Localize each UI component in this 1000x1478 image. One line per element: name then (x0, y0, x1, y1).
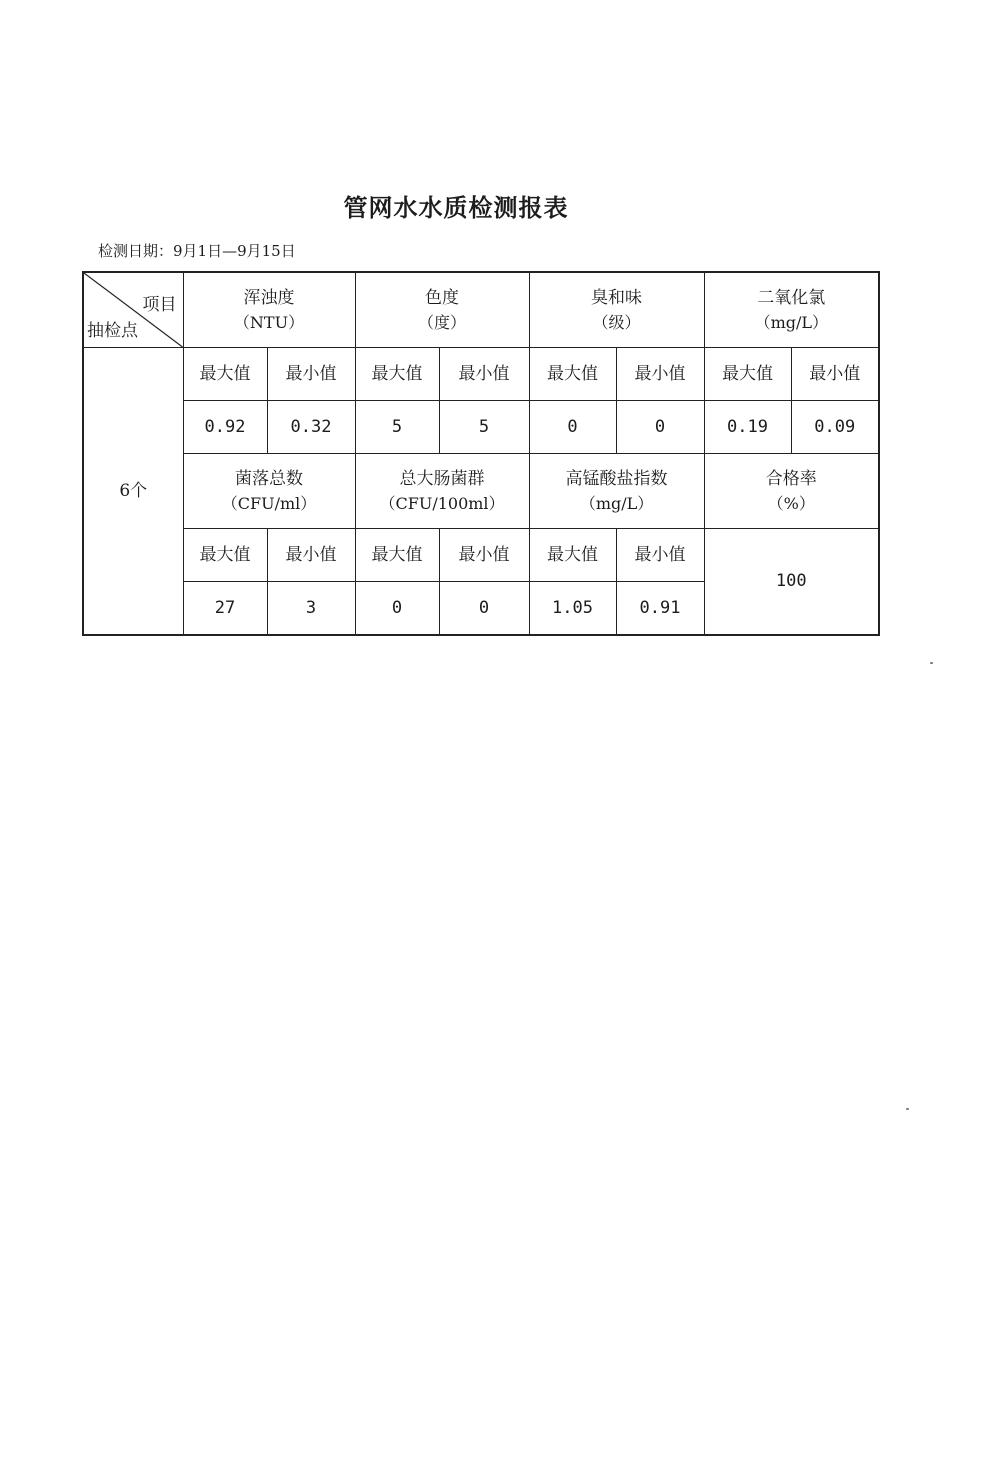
table-row (83, 272, 879, 348)
param-name: 浑浊度 (243, 288, 295, 309)
report-title: 管网水水质检测报表 (343, 193, 569, 222)
param-unit: （CFU/100ml） (379, 493, 505, 513)
param-unit: （级） (592, 312, 641, 332)
param-unit: （mg/L） (579, 493, 654, 513)
param-unit: （度） (418, 312, 467, 332)
permanganate-index-max: 1.05 (529, 582, 616, 636)
param-header-color (355, 272, 529, 348)
max-label: 最大值 (355, 529, 439, 582)
min-label: 最小值 (267, 529, 355, 582)
corner-header-cell (83, 272, 183, 348)
param-name: 臭和味 (591, 288, 643, 309)
param-name: 合格率 (765, 469, 817, 490)
max-label: 最大值 (529, 529, 616, 582)
param-name: 色度 (425, 288, 460, 309)
corner-sample-label: 抽检点 (87, 321, 138, 342)
param-unit: （NTU） (233, 312, 305, 332)
odor-min: 0 (616, 401, 704, 454)
odor-max: 0 (529, 401, 616, 454)
max-label: 最大值 (529, 348, 616, 401)
max-label: 最大值 (704, 348, 791, 401)
sample-count-cell: 6个 (83, 348, 183, 636)
corner-item-label: 项目 (142, 295, 177, 315)
param-header-colony-count (183, 454, 355, 529)
param-header-turbidity (183, 272, 355, 348)
scan-speck (930, 662, 933, 664)
colony-count-max: 27 (183, 582, 267, 636)
min-label: 最小值 (791, 348, 879, 401)
color-max: 5 (355, 401, 439, 454)
turbidity-min: 0.32 (267, 401, 355, 454)
max-label: 最大值 (183, 529, 267, 582)
pass-rate-value: 100 (704, 529, 879, 636)
param-name: 总大肠菌群 (399, 469, 485, 490)
permanganate-index-min: 0.91 (616, 582, 704, 636)
param-name: 二氧化氯 (757, 288, 826, 309)
chlorine-dioxide-max: 0.19 (704, 401, 791, 454)
max-label: 最大值 (355, 348, 439, 401)
min-label: 最小值 (616, 529, 704, 582)
param-name: 菌落总数 (235, 469, 303, 490)
param-unit: （CFU/ml） (221, 493, 317, 513)
table-row (83, 348, 879, 401)
param-header-total-coliforms (355, 454, 529, 529)
param-unit: （%） (767, 493, 815, 513)
table-row (83, 401, 879, 454)
water-quality-table (82, 271, 880, 636)
min-label: 最小值 (267, 348, 355, 401)
total-coliforms-max: 0 (355, 582, 439, 636)
chlorine-dioxide-min: 0.09 (791, 401, 879, 454)
turbidity-max: 0.92 (183, 401, 267, 454)
scan-speck (906, 1108, 909, 1110)
colony-count-min: 3 (267, 582, 355, 636)
min-label: 最小值 (616, 348, 704, 401)
total-coliforms-min: 0 (439, 582, 529, 636)
param-header-permanganate-index (529, 454, 704, 529)
color-min: 5 (439, 401, 529, 454)
max-label: 最大值 (183, 348, 267, 401)
table-row (83, 454, 879, 529)
min-label: 最小值 (439, 529, 529, 582)
detection-date: 检测日期：9月1日—9月15日 (98, 242, 296, 260)
table-row (83, 529, 879, 582)
param-header-pass-rate (704, 454, 879, 529)
param-name: 高锰酸盐指数 (565, 469, 668, 490)
param-header-odor (529, 272, 704, 348)
param-header-chlorine-dioxide (704, 272, 879, 348)
param-unit: （mg/L） (754, 312, 828, 332)
min-label: 最小值 (439, 348, 529, 401)
